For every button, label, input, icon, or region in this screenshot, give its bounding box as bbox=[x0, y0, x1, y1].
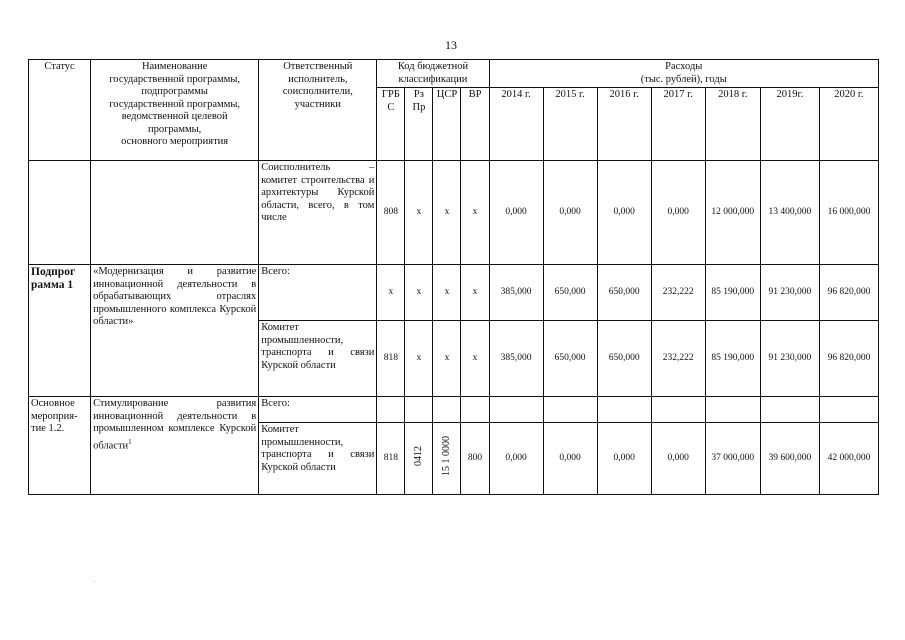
executor-cell: Комитет промышленности, транспорта и связи Курской области bbox=[259, 321, 377, 397]
code-cell: 818 bbox=[377, 321, 405, 397]
code-cell: х bbox=[433, 321, 461, 397]
table-row-subprogram-total bbox=[29, 265, 879, 321]
header-vr: ВР bbox=[461, 88, 489, 161]
value-cell: 650,000 bbox=[543, 265, 597, 321]
value-cell: 232,222 bbox=[651, 265, 705, 321]
value-cell: 650,000 bbox=[597, 265, 651, 321]
value-cell: 0,000 bbox=[543, 161, 597, 265]
value-cell bbox=[543, 397, 597, 423]
header-csr: ЦСР bbox=[433, 88, 461, 161]
code-cell bbox=[405, 397, 433, 423]
value-cell bbox=[489, 397, 543, 423]
header-year: 2018 г. bbox=[705, 88, 760, 161]
code-cell: х bbox=[433, 161, 461, 265]
page-number: 13 bbox=[445, 38, 457, 52]
code-cell: 0412 bbox=[405, 423, 433, 495]
value-cell: 91 230,000 bbox=[760, 265, 819, 321]
header-year: 2020 г. bbox=[819, 88, 878, 161]
header-year: 2019г. bbox=[760, 88, 819, 161]
value-cell: 385,000 bbox=[489, 321, 543, 397]
code-cell: х bbox=[461, 321, 489, 397]
header-grbs: ГРБ С bbox=[377, 88, 405, 161]
value-cell: 232,222 bbox=[651, 321, 705, 397]
code-cell: 15 1 0000 bbox=[433, 423, 461, 495]
value-cell: 96 820,000 bbox=[819, 265, 878, 321]
header-budget-code: Код бюджетной классификации bbox=[377, 60, 489, 88]
name-cell: «Модернизация и развитие инновационной деятельности в обрабатывающих отраслях промышленного комплекса Курской области» bbox=[91, 265, 259, 397]
code-cell: х bbox=[377, 265, 405, 321]
header-name: Наименование государственной программы, подпрограммы государственной программы, ведомственной целевой программы, основного мероприятия bbox=[91, 60, 259, 161]
value-cell bbox=[760, 397, 819, 423]
executor-cell: Соисполнитель – комитет строительства и архитектуры Курской области, всего, в том числе bbox=[259, 161, 377, 265]
code-cell: х bbox=[461, 265, 489, 321]
code-cell: х bbox=[405, 321, 433, 397]
header-year: 2017 г. bbox=[651, 88, 705, 161]
code-cell: х bbox=[433, 265, 461, 321]
value-cell: 650,000 bbox=[597, 321, 651, 397]
code-cell bbox=[461, 397, 489, 423]
value-cell bbox=[705, 397, 760, 423]
code-cell: х bbox=[461, 161, 489, 265]
code-cell: х bbox=[405, 161, 433, 265]
code-cell: 818 bbox=[377, 423, 405, 495]
status-cell: Основное мероприя-тие 1.2. bbox=[29, 397, 91, 495]
executor-cell: Всего: bbox=[259, 397, 377, 423]
value-cell: 0,000 bbox=[489, 161, 543, 265]
value-cell: 37 000,000 bbox=[705, 423, 760, 495]
header-rzpr: Рз Пр bbox=[405, 88, 433, 161]
name-cell: Стимулирование развития инновационной деятельности в промышленном комплексе Курской области$^1$ bbox=[91, 397, 259, 495]
value-cell: 12 000,000 bbox=[705, 161, 760, 265]
header-year: 2016 г. bbox=[597, 88, 651, 161]
scan-speck bbox=[94, 581, 95, 582]
value-cell: 13 400,000 bbox=[760, 161, 819, 265]
code-cell: 808 bbox=[377, 161, 405, 265]
header-year: 2014 г. bbox=[489, 88, 543, 161]
value-cell: 0,000 bbox=[597, 423, 651, 495]
status-cell: Подпрог рамма 1 bbox=[29, 265, 91, 397]
value-cell: 91 230,000 bbox=[760, 321, 819, 397]
executor-cell: Всего: bbox=[259, 265, 377, 321]
footnote-mark: 1 bbox=[128, 437, 132, 446]
code-cell bbox=[377, 397, 405, 423]
header-executor: Ответственный исполнитель, соисполнители, участники bbox=[259, 60, 377, 161]
value-cell: 650,000 bbox=[543, 321, 597, 397]
header-year: 2015 г. bbox=[543, 88, 597, 161]
value-cell: 0,000 bbox=[651, 161, 705, 265]
value-cell: 42 000,000 bbox=[819, 423, 878, 495]
value-cell: 0,000 bbox=[489, 423, 543, 495]
value-cell bbox=[819, 397, 878, 423]
value-cell: 0,000 bbox=[543, 423, 597, 495]
table-row-coexecutor bbox=[29, 161, 879, 265]
code-cell bbox=[433, 397, 461, 423]
value-cell: 96 820,000 bbox=[819, 321, 878, 397]
name-cell bbox=[91, 161, 259, 265]
value-cell: 0,000 bbox=[597, 161, 651, 265]
value-cell: 39 600,000 bbox=[760, 423, 819, 495]
value-cell: 0,000 bbox=[651, 423, 705, 495]
value-cell: 85 190,000 bbox=[705, 321, 760, 397]
value-cell: 16 000,000 bbox=[819, 161, 878, 265]
header-expenses: Расходы (тыс. рублей), годы bbox=[489, 60, 879, 88]
status-cell bbox=[29, 161, 91, 265]
table-row-main-total bbox=[29, 397, 879, 423]
value-cell bbox=[651, 397, 705, 423]
header-status: Статус bbox=[29, 60, 91, 161]
executor-cell: Комитет промышленности, транспорта и связи Курской области bbox=[259, 423, 377, 495]
value-cell bbox=[597, 397, 651, 423]
budget-table bbox=[28, 59, 879, 495]
code-cell: х bbox=[405, 265, 433, 321]
header-row-1 bbox=[29, 60, 879, 88]
code-cell: 800 bbox=[461, 423, 489, 495]
value-cell: 85 190,000 bbox=[705, 265, 760, 321]
value-cell: 385,000 bbox=[489, 265, 543, 321]
